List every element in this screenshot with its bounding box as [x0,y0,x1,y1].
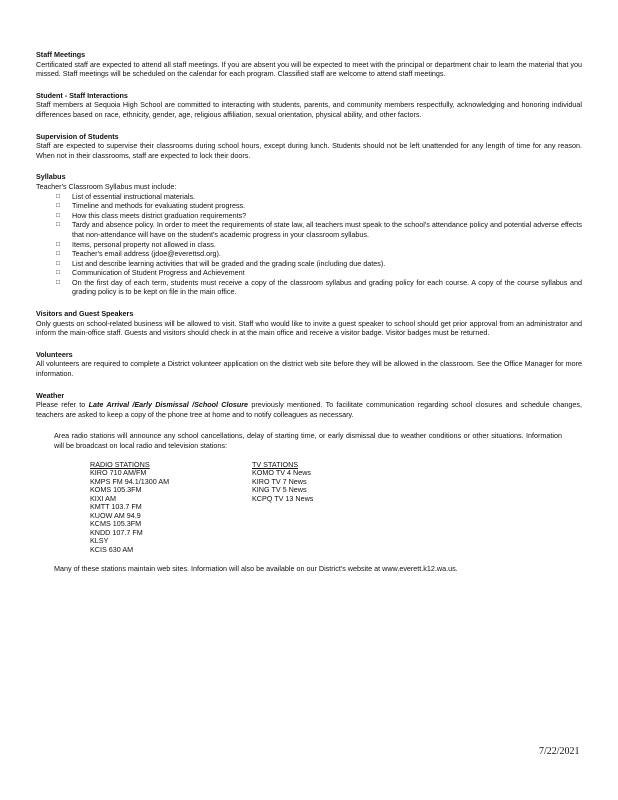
syllabus-intro: Teacher's Classroom Syllabus must include: [36,181,177,191]
list-item: □ How this class meets district graduation requirements? [56,211,582,221]
radio-stations-column [90,461,252,555]
section-body: Only guests on school-related business will be allowed to visit. Staff who would like to invite a guest speaker to school should get prior approval from an administrator and inform the main-office staff. Guests and visitors should check in at the main office and receive a visitor badge. Visitor badges must be returned. [36,318,582,338]
station-item: KUOW AM 94.9 [90,510,141,520]
tv-stations-column [252,461,414,555]
station-item: KMTT 103.7 FM [90,502,142,512]
radio-note: Area radio stations will announce any school cancellations, delay of starting time, or early dismissal due to weather conditions or other situations. Information will be broadcast on local radio and television stations: [54,431,562,450]
station-item: KIRO 710 AM/FM [90,468,147,478]
station-item: KOMO TV 4 News [252,468,311,478]
section-heading: Visitors and Guest Speakers [36,309,134,319]
body-text: Please refer to [36,400,89,410]
column-header: TV STATIONS [252,459,299,469]
section-body: All volunteers are required to complete a District volunteer application on the district web site before they will be allowed in the classroom. See the Office Manager for more information. [36,359,582,379]
volunteers-section [36,350,582,379]
supervision-section [36,132,582,161]
body-text: previously mentioned. To facilitate communication regarding school closures and schedule changes, teachers are asked to keep a copy of the phone tree at home and to notify colleagues as necessary. [36,400,582,419]
station-item: KCIS 630 AM [90,544,134,554]
staff-meetings-section [36,50,582,79]
stations-table [90,461,582,555]
document-page [36,50,582,586]
section-heading: Syllabus [36,172,66,182]
station-item: KLSY [90,536,109,546]
station-item: KOMS 105.3FM [90,485,142,495]
list-item: □ Tardy and absence policy. In order to meet the requirements of state law, all teachers must speak to the school's attendance policy and potential adverse effects that non-attendance will have on the student's academic progress in your classroom syllabus. [56,220,582,239]
syllabus-list [36,192,582,298]
section-heading: Supervision of Students [36,131,119,141]
list-item: □ List and describe learning activities that will be graded and the grading scale (including due dates). [56,259,582,269]
visitors-section [36,309,582,338]
section-heading: Volunteers [36,349,73,359]
section-heading: Weather [36,390,65,400]
list-item: □ On the first day of each term, students must receive a copy of the classroom syllabus and grading policy for each course. A copy of the course syllabus and grading policy is to be kept on file in the main office. [56,278,582,297]
list-item: □ Teacher's email address (jdoe@everettsd.org). [56,249,582,259]
section-heading: Student - Staff Interactions [36,90,128,100]
list-item: □ Items, personal property not allowed in class. [56,240,582,250]
section-body: Staff members at Sequoia High School are committed to interacting with students, parents, and community members respectfully, acknowledging and honoring individual differences based on race, ethnicity, gender, age, religious affiliation, sexual orientation, physical ability, and other factors. [36,100,582,119]
station-item: KMPS FM 94.1/1300 AM [90,476,170,486]
station-item: KIXI AM [90,493,116,503]
weather-section [36,391,582,574]
station-item: KCMS 105.3FM [90,519,142,529]
station-item: KIRO TV 7 News [252,476,307,486]
station-item: KING TV 5 News [252,485,307,495]
page-date: 7/22/2021 [539,746,580,757]
list-item: □ Timeline and methods for evaluating student progress. [56,201,582,211]
syllabus-section [36,172,582,297]
emphasis-text: Late Arrival /Early Dismissal /School Closure [88,400,249,410]
station-item: KCPQ TV 13 News [252,493,314,503]
student-staff-section [36,91,582,120]
section-body [36,400,582,419]
column-header: RADIO STATIONS [90,459,150,469]
section-heading: Staff Meetings [36,50,86,59]
section-body: Staff are expected to supervise their classrooms during school hours, except during lunch. Students should not be left unattended for any length of time for any reason. When not in their classrooms, staff are expected to lock their doors. [36,141,582,160]
footer-note: Many of these stations maintain web sites. Information will also be available on our District's website at www.everett.k12.wa.us. [54,564,458,574]
section-body: Certificated staff are expected to attend all staff meetings. If you are absent you will be expected to meet with the principal or department chair to learn the material that you missed. Staff meetings will be scheduled on the calendar for each program. Classified staff are welcome to attend staff meetings. [36,59,582,79]
station-item: KNDD 107.7 FM [90,527,143,537]
list-item: □ Communication of Student Progress and Achievement [56,268,582,278]
list-item: □ List of essential instructional materials. [56,192,582,202]
